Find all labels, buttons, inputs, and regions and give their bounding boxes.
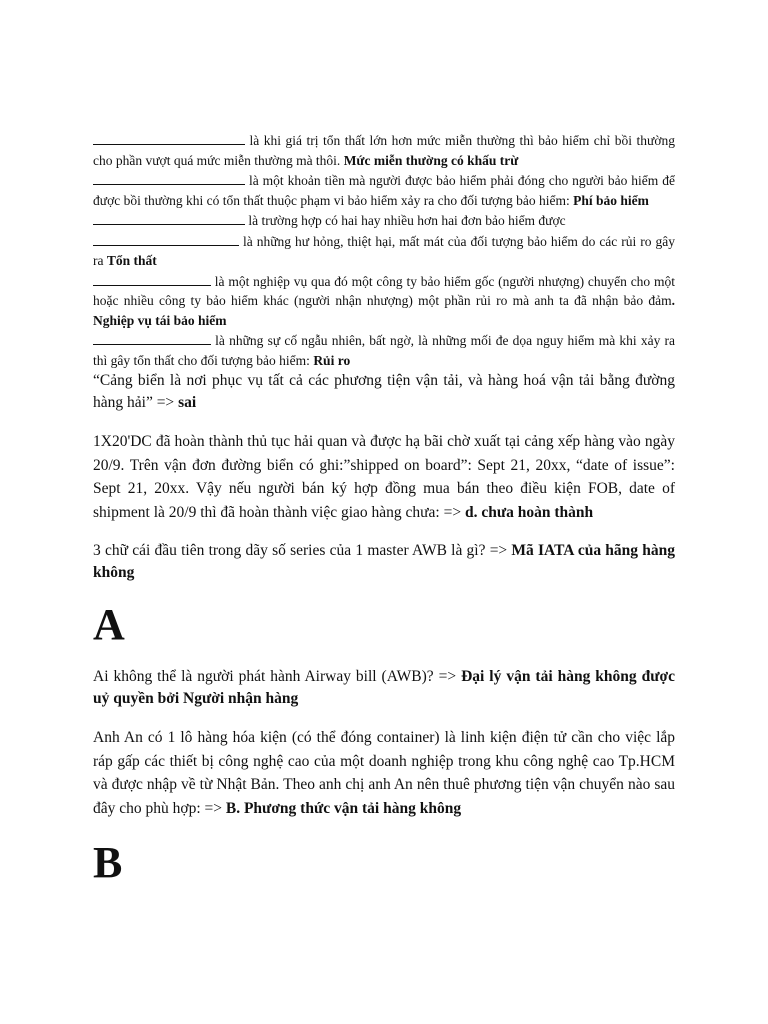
definition-item: là những hư hỏng, thiệt hại, mất mát của đối tượng bảo hiểm do các rủi ro gây ra Tổn thất (93, 231, 675, 271)
question-fob: 1X20'DC đã hoàn thành thủ tục hải quan và được hạ bãi chờ xuất tại cảng xếp hàng vào ngày 20/9. Trên vận đơn đường biển có ghi:”shipped on board”: Sept 21, 20xx, “date of issue”: Sept 21, 20xx. Vậy nếu người bán ký hợp đồng mua bán theo điều kiện FOB, date of shipment là 20/9 thì đã hoàn thành việc giao hàng chưa: => d. chưa hoàn thành (93, 433, 675, 521)
heading-a: A (93, 600, 125, 649)
question-awb-issuer: Ai không thể là người phát hành Airway bill (AWB)? => Đại lý vận tải hàng không được uỷ quyền bởi Người nhận hàng (93, 668, 675, 707)
answer: B. Phương thức vận tải hàng không (225, 799, 462, 817)
answer-blank (93, 330, 211, 345)
definition-item: là khi giá trị tổn thất lớn hơn mức miễn thường thì bảo hiểm chỉ bồi thường cho phần vượt quá mức miễn thường mà thôi. Mức miễn thường có khấu trừ (93, 130, 675, 170)
definition-item: là những sự cố ngẫu nhiên, bất ngờ, là những mối đe dọa nguy hiểm mà khi xảy ra thì gây tổn thất cho đối tượng bảo hiểm: Rủi ro (93, 330, 675, 370)
document-content (93, 130, 675, 888)
question-cang-bien: “Cảng biển là nơi phục vụ tất cả các phương tiện vận tải, và hàng hoá vận tải bằng đường hàng hải” => sai (93, 372, 675, 411)
answer-blank (93, 130, 245, 145)
question-awb-series: 3 chữ cái đầu tiên trong dãy số series của 1 master AWB là gì? => Mã IATA của hãng hàng không (93, 542, 675, 581)
answer-blank (93, 170, 245, 185)
answer: Mức miễn thường có khấu trừ (343, 152, 519, 168)
answer-blank (93, 210, 245, 225)
answer: Mã IATA của hãng hàng không (93, 542, 675, 581)
answer: . Nghiệp vụ tái bảo hiểm (93, 293, 675, 328)
answer-blank (93, 271, 211, 286)
definition-item: là một nghiệp vụ qua đó một công ty bảo hiểm gốc (người nhượng) chuyển cho một hoặc nhiều công ty bảo hiểm khác (người nhận nhượng) một phần rủi ro mà anh ta đã nhận bảo đảm. Nghiệp vụ tái bảo hiểm (93, 271, 675, 331)
answer: sai (178, 394, 197, 411)
definition-item: là một khoản tiền mà người được bảo hiểm phải đóng cho người bảo hiểm để được bồi thường khi có tổn thất thuộc phạm vi bảo hiểm xảy ra cho đối tượng bảo hiểm: Phí bảo hiểm (93, 170, 675, 210)
answer: Tổn thất (106, 253, 157, 268)
answer: Phí bảo hiểm (573, 192, 649, 208)
answer: Rủi ro (313, 352, 351, 368)
answer-blank (93, 231, 239, 246)
heading-b: B (93, 838, 123, 887)
answer: d. chưa hoàn thành (464, 503, 594, 521)
answer: Đại lý vận tải hàng không được uỷ quyền bởi Người nhận hàng (93, 668, 675, 707)
definition-item: là trường hợp có hai hay nhiều hơn hai đơn bảo hiểm được (93, 210, 675, 231)
question-transport-mode: Anh An có 1 lô hàng hóa kiện (có thể đóng container) là linh kiện điện tử cần cho việc lắp ráp gấp các thiết bị công nghệ cao của một doanh nghiệp trong khu công nghệ cao Tp.HCM và được nhập về từ Nhật Bản. Theo anh chị anh An nên thuê phương tiện vận chuyển nào sau đây cho phù hợp: => B. Phương thức vận tải hàng không (93, 729, 675, 817)
